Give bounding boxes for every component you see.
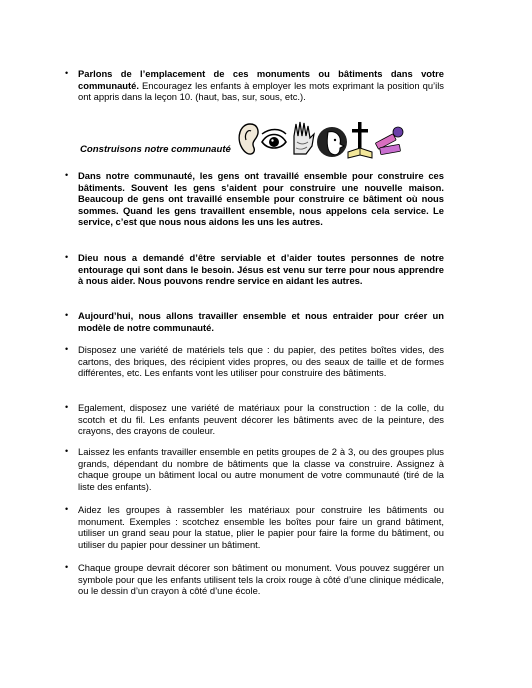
- head-icon: [317, 127, 347, 157]
- bullet-marker: •: [65, 68, 69, 78]
- bullet-marker: •: [65, 402, 69, 412]
- senses-icons: [236, 118, 408, 164]
- list-item: [65, 310, 444, 333]
- list-item: [65, 402, 444, 437]
- bullet-marker: •: [65, 562, 69, 572]
- hand-icon: [294, 122, 314, 154]
- eye-icon: [262, 130, 286, 149]
- bullet-marker: •: [65, 504, 69, 514]
- list-item: [65, 504, 444, 550]
- bullet-marker: •: [65, 344, 69, 354]
- list-item: [65, 562, 444, 597]
- bullet-marker: •: [65, 170, 69, 180]
- crayon-icon: [375, 127, 403, 155]
- intro-bullet: [65, 68, 444, 103]
- bullet-marker: •: [65, 446, 69, 456]
- list-item: [65, 252, 444, 287]
- item-text: Aidez les groupes à rassembler les matériaux pour construire les bâtiments ou monument. Exemples : scotchez ensemble les boîtes pour faire un grand bâtiment, utiliser un grand seau pour la statue, plier le papier pour faire la forme du bâtiment, ou utiliser du papier pour dessiner un bâtiment.: [78, 504, 444, 550]
- item-text: Laissez les enfants travailler ensemble en petits groupes de 2 à 3, ou des groupes plus grands, dépendant du nombre de bâtiments que la classe va construire. Assignez à chaque groupe un bâtiment local ou autre monument de votre communauté (tiré de la liste des enfants).: [78, 446, 444, 492]
- item-text: Disposez une variété de matériels tels que : du papier, des petites boîtes vides, des cartons, des briques, des récipient vides propres, ou des seaux de taille et de formes différentes, etc. Les enfants vont les utiliser pour construire des bâtiments.: [78, 344, 444, 379]
- item-text: Egalement, disposez une variété de matériaux pour la construction : de la colle, du scotch et du fil. Les enfants peuvent décorer les bâtiments avec de la peinture, des crayons, des crayons de couleur.: [78, 402, 444, 437]
- list-item: [65, 344, 444, 379]
- item-bold-text: Aujourd’hui, nous allons travailler ensemble et nous entraider pour créer un modèle de notre communauté.: [78, 310, 444, 333]
- item-bold-text: Dans notre communauté, les gens ont travaillé ensemble pour construire ces bâtiments. Souvent les gens s’aident pour construire une nouvelle maison. Beaucoup de gens ont travaillé ensemble pour construire ce bâtiment où nous sommes. Quand les gens travaillent ensemble, nous appelons cela service. Le service, c’est que nous nous aidons les uns les autres.: [78, 170, 444, 228]
- cross-book-icon: [348, 122, 372, 158]
- bullet-marker: •: [65, 310, 69, 320]
- intro-text: Encouragez les enfants à employer les mots exprimant la position qu’ils ont appris dans la leçon 10. (haut, bas, sur, sous, etc.).: [78, 79, 444, 103]
- section-heading: Construisons notre communauté: [80, 144, 231, 155]
- list-item: [65, 446, 444, 492]
- ear-icon: [239, 124, 258, 154]
- intro-bold-text: Parlons de l’emplacement de ces monuments ou bâtiments dans votre communauté.: [78, 68, 444, 91]
- item-text: Chaque groupe devrait décorer son bâtiment ou monument. Vous pouvez suggérer un symbole pour que les enfants utilisent tels la croix rouge à côté d’une clinique médicale, ou le dessin d’un crayon à côté d’une école.: [78, 562, 444, 597]
- bullet-marker: •: [65, 252, 69, 262]
- item-bold-text: Dieu nous a demandé d’être serviable et d’aider toutes personnes de notre entourage qui sont dans le besoin. Jésus est venu sur terre pour nous apprendre à nous aider. Nous pouvons rendre service en aidant les autres.: [78, 252, 444, 287]
- list-item: [65, 170, 444, 228]
